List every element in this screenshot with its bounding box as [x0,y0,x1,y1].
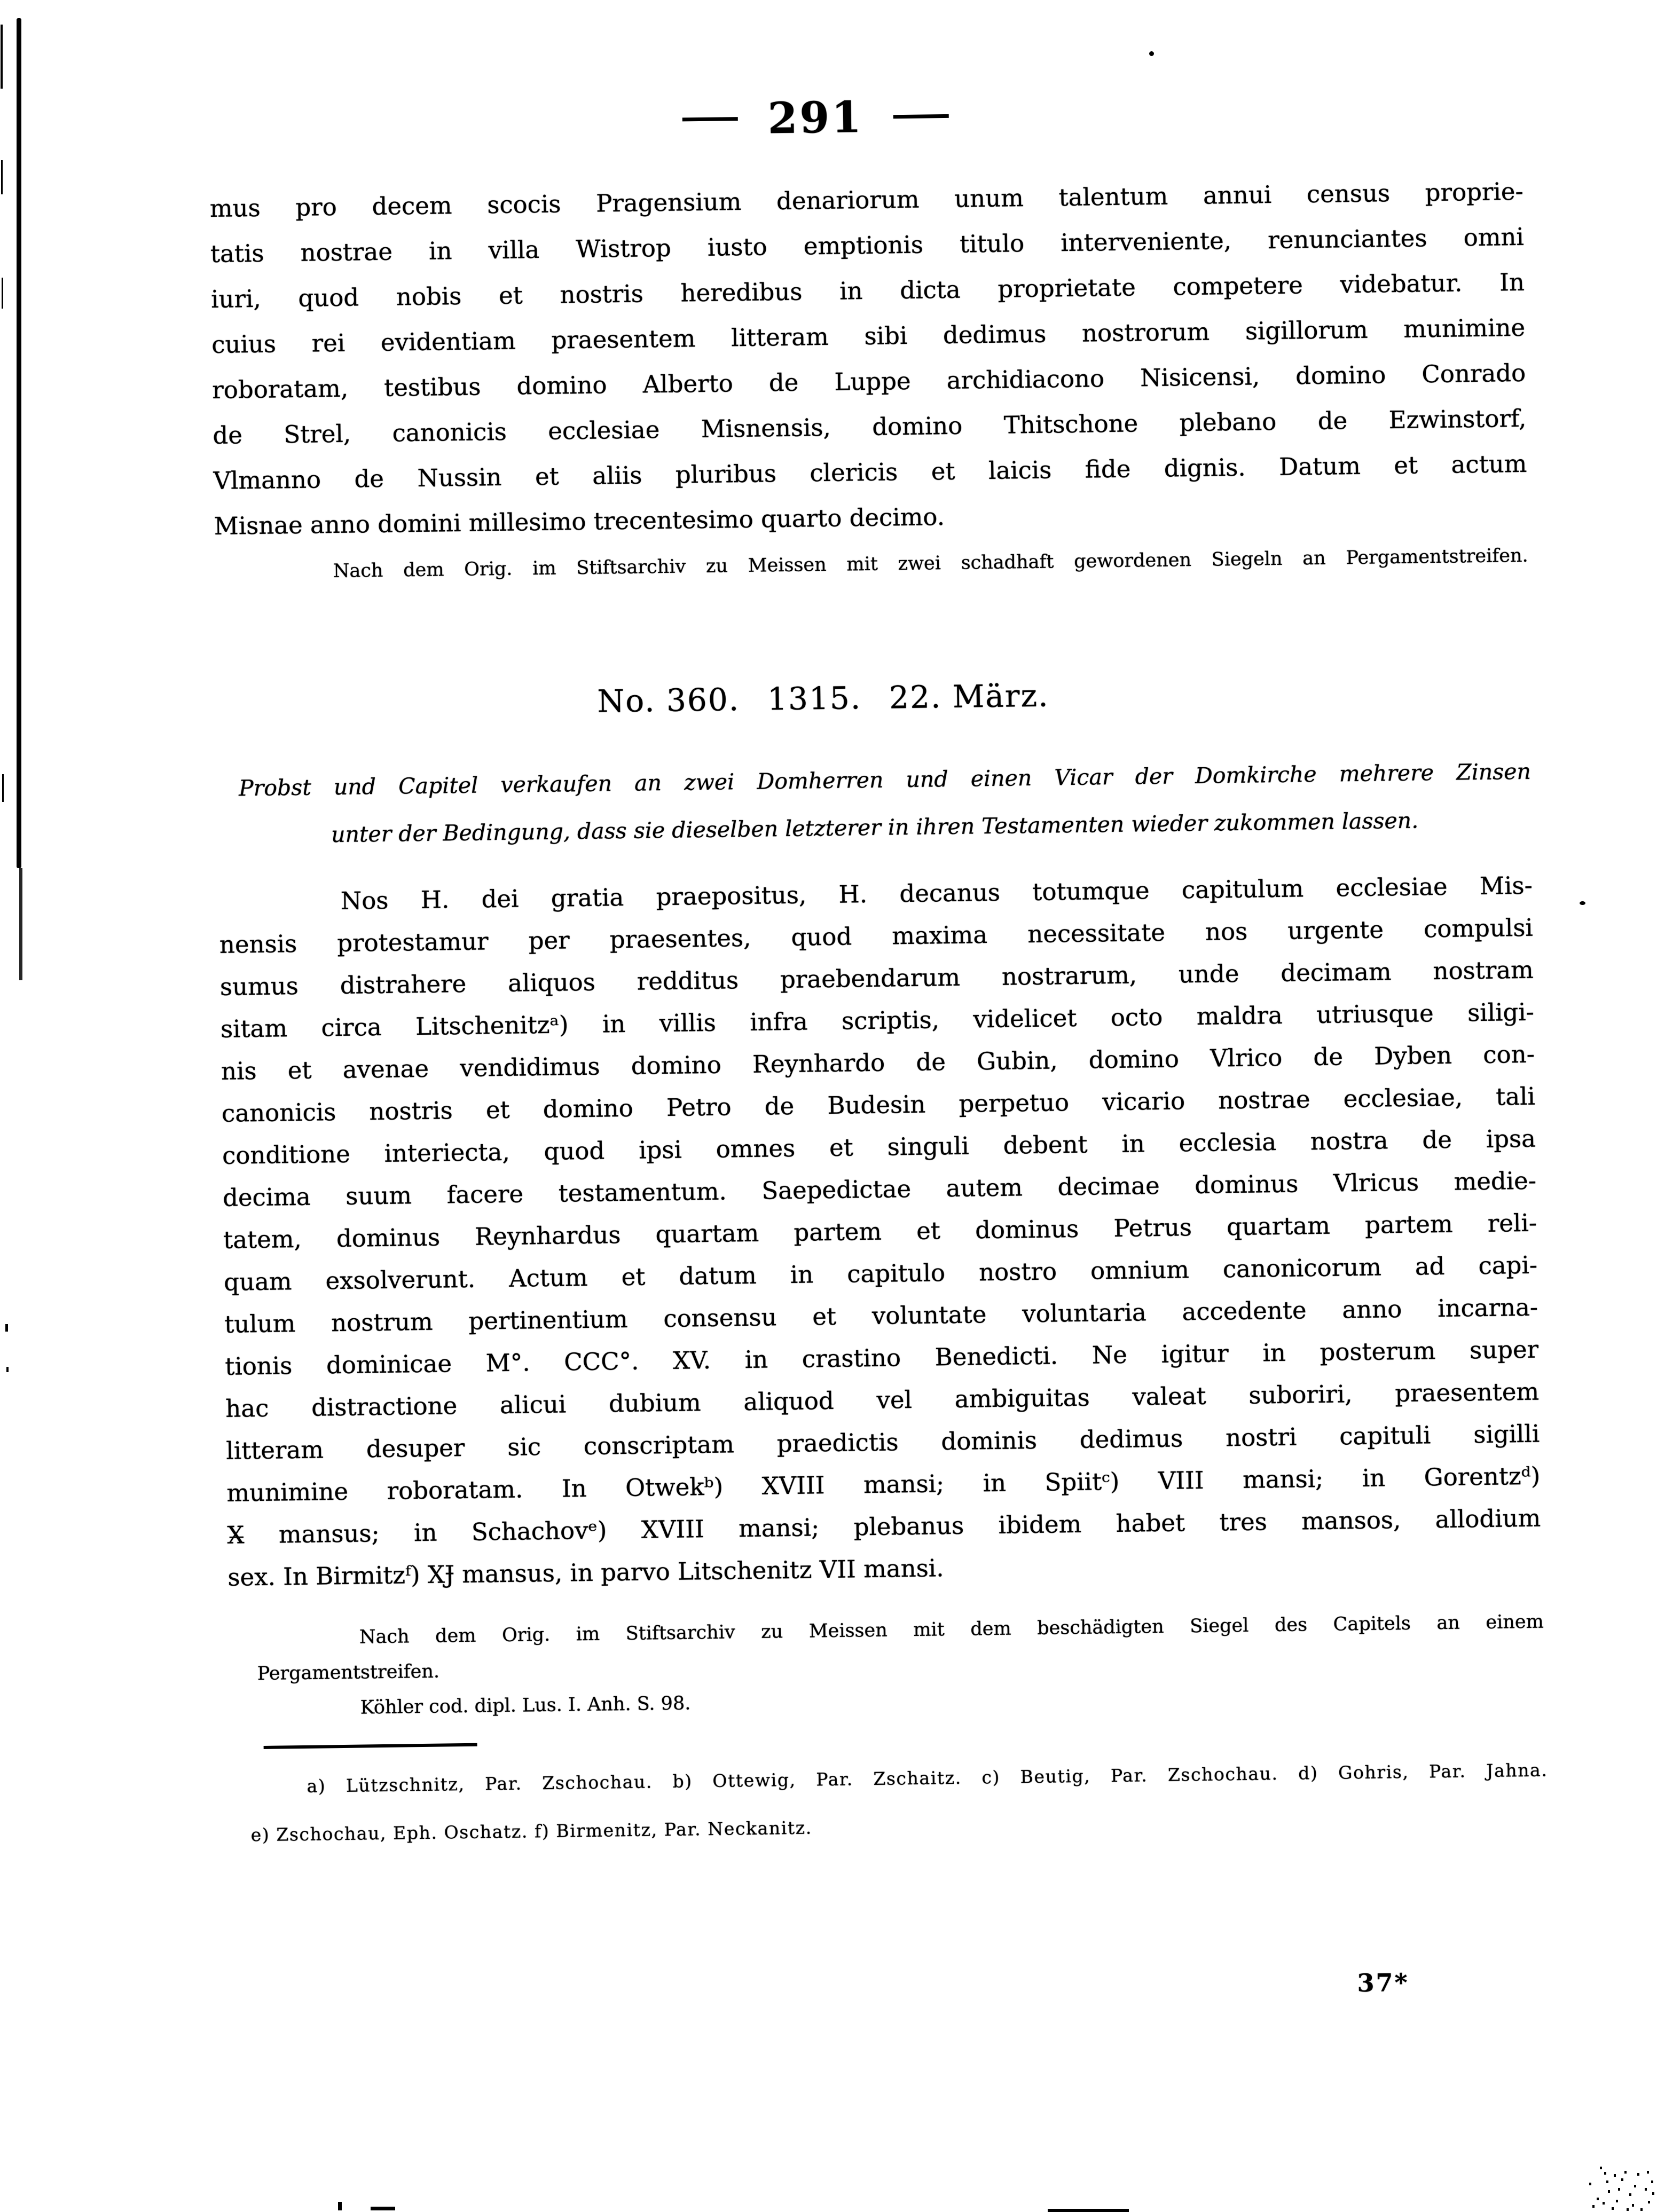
entry-360-heading [0,670,1652,728]
signature-mark: 37* [1357,1967,1410,1998]
text-line: nis et avenae vendidimus domino Reynhardo de Gubin, domino Vlrico de Dyben con- [221,1040,1535,1085]
text-line: sumus distrahere aliquos redditus praebendarum nostrarum, unde decimam nostram [219,955,1534,1001]
text-line: quam exsolverunt. Actum et datum in capitulo nostro omnium canonicorum ad capi- [223,1250,1538,1296]
scan-artifact-edge-mark [6,1367,9,1372]
source-note-line: Pergamentstreifen. [257,1660,440,1685]
entry-year: 1315. [767,680,862,718]
scan-artifact-bottom-streak [1048,2209,1129,2212]
scan-artifact-gutter-line [17,18,21,868]
heading-gap [861,708,889,709]
scan-artifact-edge-mark [1,25,3,89]
scan-artifact-bottom-streak [371,2207,395,2210]
text-line: iuri, quod nobis et nostris heredibus in dicta proprietate competere videbatur. In [210,267,1525,314]
text-line: nensis protestamur per praesentes, quod maxima necessitate nos urgente compulsi [219,913,1534,959]
text-line: Nos H. dei gratia praepositus, H. decanus totumque capitulum ecclesiae Mis- [340,871,1533,915]
text-line: mus pro decem scocis Pragensium denariorum unum talentum annui census proprie- [209,177,1524,223]
entry-360-regest [217,748,1532,860]
text-line: Misnae anno domini millesimo trecentesimo quarto decimo. [214,502,945,540]
entry-number: No. 360. [597,681,740,720]
footnote-line: a) Lützschnitz, Par. Zschochau. b) Ottewig, Par. Zschaitz. c) Beutig, Par. Zschochau. d) Gohris, Par. Jahna. [307,1759,1548,1797]
scan-artifact-speck [1580,901,1585,905]
running-head [0,81,1644,154]
text-line: roboratam, testibus domino Alberto de Luppe archidiacono Nisicensi, domino Conrado [212,358,1526,404]
text-line: X̶ mansus; in Schachovᵉ) XVIII mansi; plebanus ibidem habet tres mansos, allodium [227,1503,1541,1549]
page-number: 291 [767,91,864,144]
text-line: sex. In Birmitzᶠ) XɈ mansus, in parvo Litschenitz VII mansi. [227,1554,944,1592]
text-line: tatem, dominus Reynhardus quartam partem et dominus Petrus quartam partem reli- [223,1208,1537,1254]
scan-artifact-speckle-cluster [1600,2167,1602,2169]
entry-360-source-note [257,1604,1545,1727]
regest-line: unter der Bedingung, dass sie dieselben letzterer in ihren Testamenten wieder zukommen lassen. [331,807,1419,848]
header-rule-left [682,117,738,121]
text-line: decima suum facere testamentum. Saepedictae autem decimae dominus Vlricus medie- [222,1166,1537,1212]
text-line: tatis nostrae in villa Wistrop iusto emptionis titulo interveniente, renunciantes omni [210,222,1525,269]
scan-artifact-edge-mark [5,1324,8,1332]
text-line: cuius rei evidentiam praesentem litteram sibi dedimus nostrorum sigillorum munimine [211,313,1526,359]
scan-artifact-edge-mark [2,278,3,309]
text-line: tionis dominicae M°. CCC°. XV. in crastino Benedicti. Ne igitur in posterum super [224,1335,1539,1381]
entry-360-body [218,864,1541,1599]
text-line: munimine roboratam. In Otwekᵇ) XVIII mansi; in Spiitᶜ) VIII mansi; in Gorentzᵈ) [226,1461,1541,1507]
footnote-line: e) Zschochau, Eph. Oschatz. f) Birmenitz, Par. Neckanitz. [250,1817,813,1846]
entry-359-source-note: Nach dem Orig. im Stiftsarchiv zu Meissen mit zwei schadhaft gewordenen Siegeln an Pergamentstreifen. [333,545,1528,582]
text-line: sitam circa Litschenitzᵃ) in villis infra scriptis, videlicet octo maldra utriusque siligi- [220,997,1535,1043]
footnotes [250,1746,1549,1859]
text-line: canonicis nostris et domino Petro de Budesin perpetuo vicario nostrae ecclesiae, tali [221,1082,1536,1128]
entry-date: 22. März. [889,677,1049,716]
source-note-line: Nach dem Orig. im Stiftsarchiv zu Meissen mit dem beschädigten Siegel des Capitels an einem [359,1611,1544,1648]
text-line: tulum nostrum pertinentium consensu et voluntate voluntaria accedente anno incarna- [224,1293,1538,1339]
text-line: hac distractione alicui dubium aliquod vel ambiguitas valeat suboriri, praesentem [225,1377,1540,1423]
regest-line: Probst und Capitel verkaufen an zwei Domherren und einen Vicar der Domkirche mehrere Zinsen [238,758,1532,801]
scan-artifact-edge-mark [1,160,3,194]
footnote-separator-rule [264,1743,477,1749]
text-line: Vlmanno de Nussin et aliis pluribus clericis et laicis fide dignis. Datum et actum [213,449,1527,495]
scan-artifact-edge-mark [2,774,4,802]
scan-artifact-speck [338,2202,342,2210]
reference-citation: Köhler cod. dipl. Lus. I. Anh. S. 98. [360,1693,691,1719]
text-line: de Strel, canonicis ecclesiae Misnensis, domino Thitschone plebano de Ezwinstorf, [213,404,1527,450]
entry-359-continuation-paragraph [209,169,1528,549]
text-line: conditione interiecta, quod ipsi omnes et singuli debent in ecclesia nostra de ipsa [222,1124,1536,1170]
text-line: litteram desuper sic conscriptam praedictis dominis dedimus nostri capituli sigilli [226,1419,1540,1465]
scan-artifact-speck [1149,51,1154,56]
header-rule-right [893,114,949,118]
scan-artifact-gutter-line [19,868,22,980]
